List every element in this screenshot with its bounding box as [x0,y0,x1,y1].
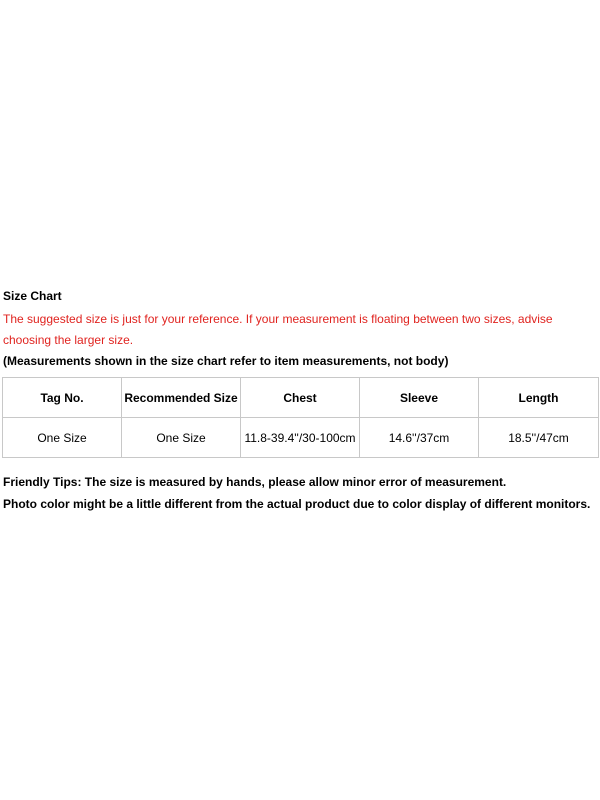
header-tag-no: Tag No. [3,378,122,418]
cell-sleeve: 14.6''/37cm [360,418,479,458]
cell-recommended-size: One Size [122,418,241,458]
size-reference-notice: The suggested size is just for your reference. If your measurement is floating between two sizes, advise choosing the larger size. [3,312,553,347]
header-recommended-size: Recommended Size [122,378,241,418]
size-table [2,377,599,458]
cell-length: 18.5''/47cm [479,418,599,458]
table-header-row [3,378,599,418]
table-row [3,418,599,458]
color-tip: Photo color might be a little different from the actual product due to color display of different monitors. [3,497,591,511]
header-sleeve: Sleeve [360,378,479,418]
header-chest: Chest [241,378,360,418]
friendly-tip: Friendly Tips: The size is measured by hands, please allow minor error of measurement. [3,475,507,489]
cell-tag-no: One Size [3,418,122,458]
header-length: Length [479,378,599,418]
cell-chest: 11.8-39.4''/30-100cm [241,418,360,458]
measurement-note: (Measurements shown in the size chart refer to item measurements, not body) [3,354,449,368]
size-chart-title: Size Chart [3,289,62,303]
tips-block [3,471,590,515]
